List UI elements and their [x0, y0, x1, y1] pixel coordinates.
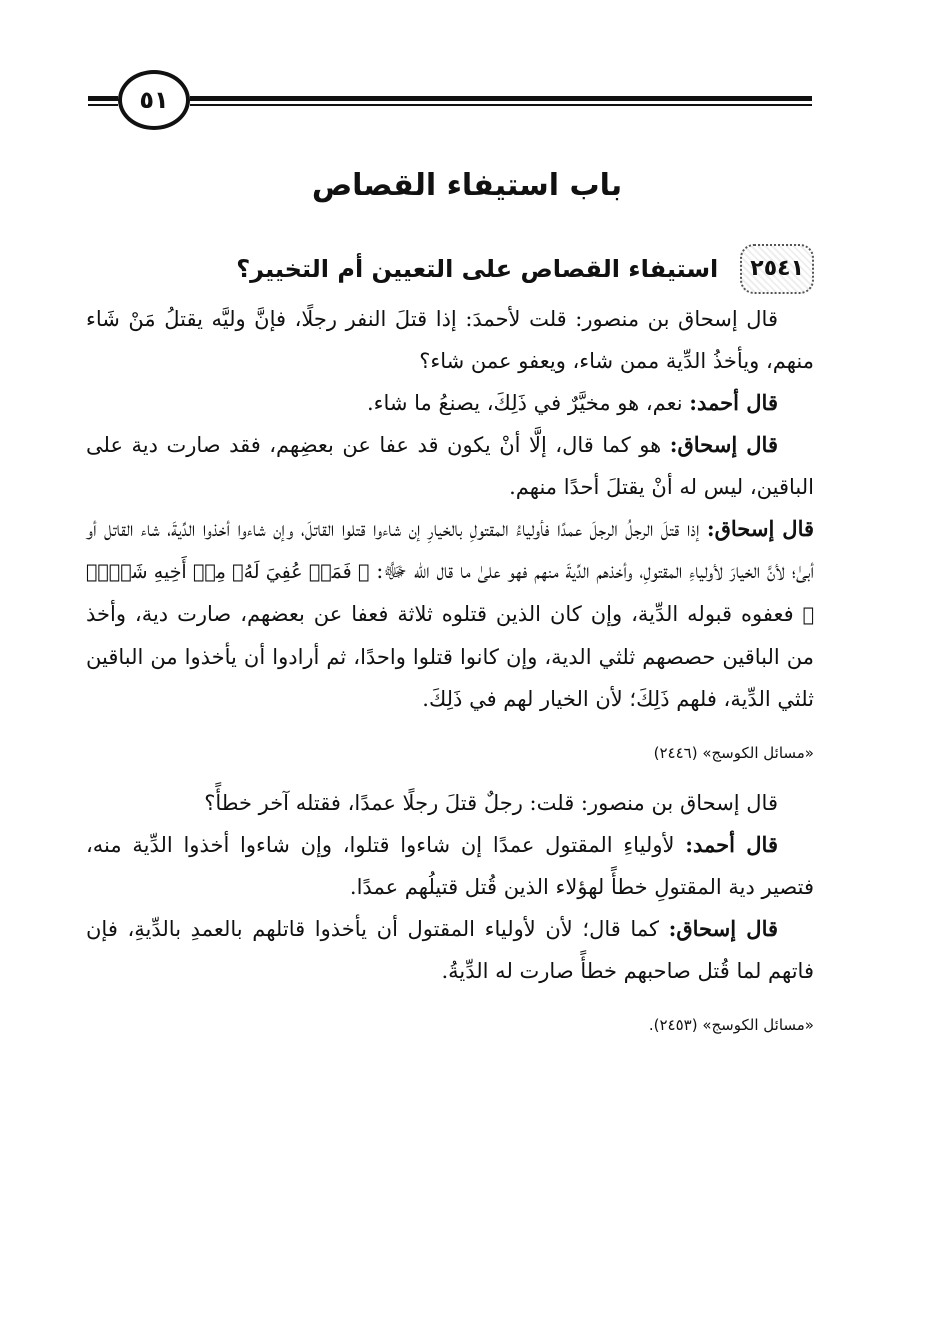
paragraph-answer-ishaq-3 — [86, 908, 814, 992]
page-content — [86, 244, 814, 1054]
speaker-label: قال إسحاق: — [669, 432, 778, 457]
paragraph-question-2: قال إسحاق بن منصور: قلت: رجلٌ قتلَ رجلًا عمدًا، فقتله آخر خطأً؟ — [204, 791, 778, 815]
header-rule-left-thick — [88, 96, 118, 101]
issue-heading — [86, 244, 814, 294]
paragraph-text: هو كما قال، إلَّا أنْ يكون قد عفا عن بعضِهم، فقد صارت دية على الباقين، ليس له أنْ يقتلَ أحدًا منهم. — [86, 433, 814, 499]
paragraph-text: لأولياءِ المقتول عمدًا إن شاءوا قتلوا، وإن شاءوا أخذوا الدِّية منه، فتصير دية المقتولِ خطأً لهؤلاء الذين قُتل قتيلُهم عمدًا. — [86, 833, 814, 899]
paragraph-question-1: قال إسحاق بن منصور: قلت لأحمدَ: إذا قتلَ النفر رجلًا، فإنَّ وليَّه يقتلُ مَنْ شَاء منهم، ويأخذُ الدِّية ممن شاء، ويعفو عمن شاء؟ — [86, 307, 814, 373]
paragraph-answer-ahmad-1 — [86, 382, 814, 424]
paragraph-answer-ishaq-1 — [86, 424, 814, 508]
page-number: ٥١ — [118, 70, 190, 130]
speaker-label: قال إسحاق: — [668, 916, 779, 941]
issue-number-badge: ٢٥٤١ — [740, 244, 814, 294]
paragraph-ishaq-2 — [86, 508, 814, 720]
quran-verse: ﴿ فَمَنۡ عُفِيَ لَهُۥ مِنۡ أَخِيهِ شَيۡءٞ ﴾ — [86, 561, 814, 626]
chapter-title: باب استيفاء القصاص — [311, 168, 623, 203]
header-rule-thick — [190, 96, 812, 101]
paragraph-answer-ahmad-2 — [86, 824, 814, 908]
paragraph-text: نعم، هو مخيَّرٌ في ذَلِكَ، يصنعُ ما شاء. — [366, 391, 690, 415]
paragraph-text: فعفوه قبوله الدِّية، وإن كان الذين قتلوه ثلاثة فعفا عن بعضهم، صارت دية، وأخذ من الباقين حصصهم ثلثي الدية، وإن كانوا قتلوا واحدًا، ثم أرادوا أن يأخذوا من الباقين ثلثي الدِّية، فلهم ذَلِكَ؛ لأن الخيار لهم في ذَلِكَ. — [86, 602, 814, 711]
paragraph-text: إذا قتلَ الرجلُ الرجلَ عمدًا فأولياءُ المقتولِ بالخيارِ إن شاءوا قتلوا القاتلَ، وإن شاءوا أخذوا الدِّيةَ، شاء القاتل أو أبىٰ؛ لأنَّ الخيارَ لأولياءِ المقتولِ، وأخذهم الدِّيةَ منهم فهو علىٰ ما قال الله ﷻ: — [86, 517, 814, 583]
speaker-label: قال أحمد: — [689, 390, 778, 415]
issue-title: استيفاء القصاص على التعيين أم التخيير؟ — [236, 255, 719, 283]
source-citation-2: «مسائل الكوسج» (٢٤٥٣). — [648, 1016, 814, 1034]
speaker-label: قال أحمد: — [685, 832, 778, 857]
speaker-label: قال إسحاق: — [706, 516, 814, 541]
header-rule-thin — [190, 104, 812, 106]
paragraph-text: كما قال؛ لأن لأولياء المقتول أن يأخذوا قاتلهم بالعمدِ بالدِّيةِ، فإن فاتهم لما قُتل صاحبهم خطأً صارت له الدِّيةُ. — [86, 917, 814, 983]
source-citation-1: «مسائل الكوسج» (٢٤٤٦) — [653, 744, 814, 762]
header-rule-left-thin — [88, 104, 118, 106]
